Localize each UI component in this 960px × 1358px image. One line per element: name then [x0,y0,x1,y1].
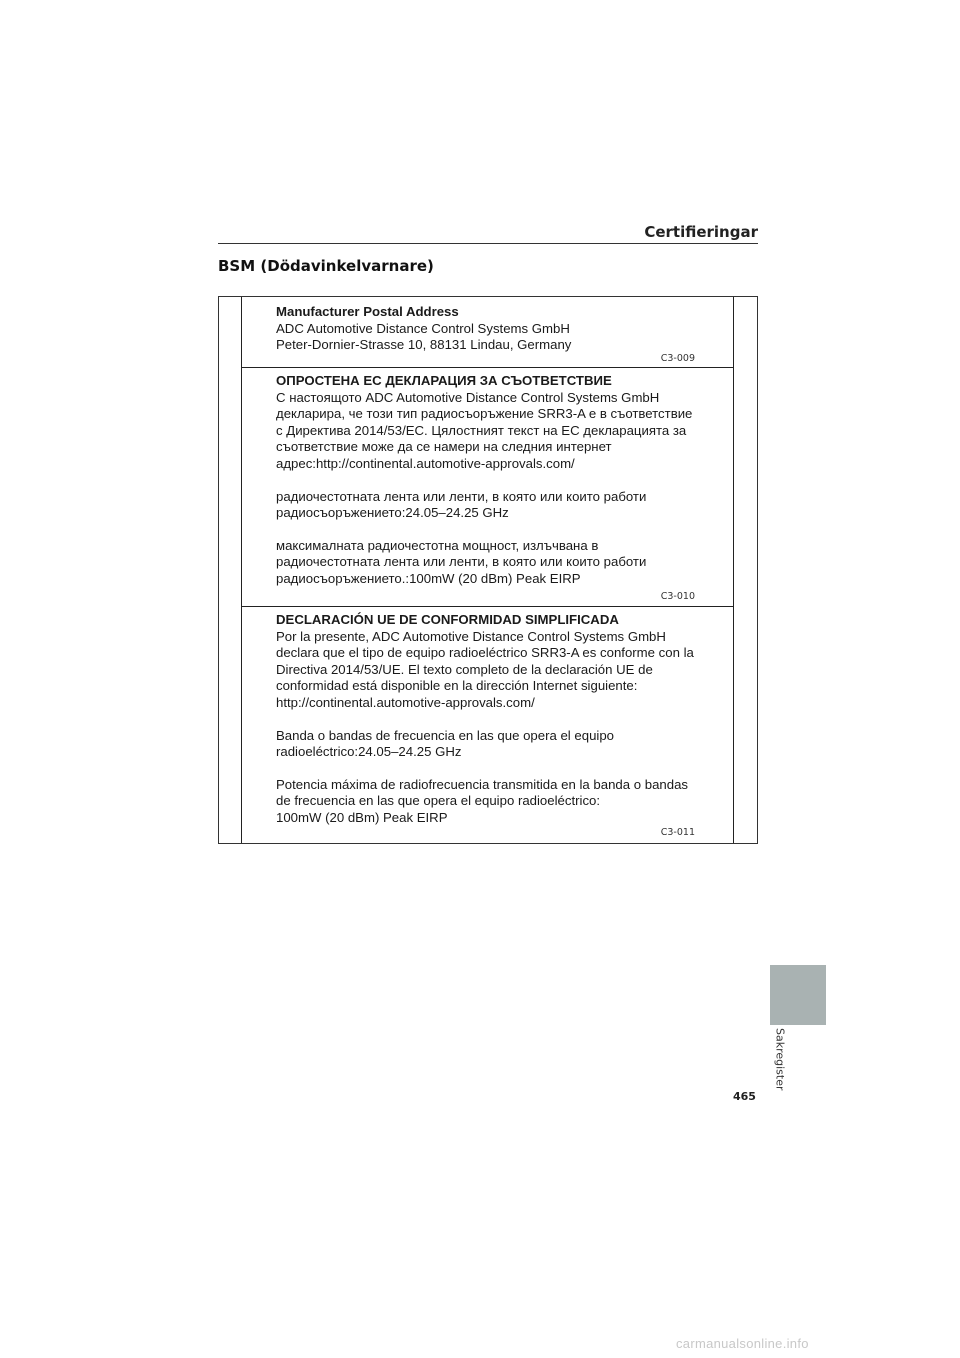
header-divider [218,243,758,244]
block-heading: ОПРОСТЕНА ЕС ДЕКЛАРАЦИЯ ЗА СЪОТВЕТСТВИЕ [276,373,612,388]
text-line: 100mW (20 dBm) Peak EIRP [276,809,448,825]
text-line: Potencia máxima de radiofrecuencia transmitida en la banda o bandas [276,776,688,792]
certification-table [218,296,758,844]
spanish-declaration-block [242,606,733,844]
text-line: Por la presente, ADC Automotive Distance Control Systems GmbH [276,628,666,644]
text-line: адрес:http://continental.automotive-approvals.com/ [276,455,575,471]
text-line: максималната радиочестотна мощност, излъчвана в [276,537,599,553]
text-line: декларира, че този тип радиосъоръжение SRR3-A е в съответствие [276,406,693,422]
bulgarian-declaration-block [242,367,733,607]
text-line: conformidad está disponible en la dirección Internet siguiente: [276,678,638,694]
text-line: радиочестотната лента или ленти, в която или които работи [276,488,647,504]
text-line: de frecuencia en las que opera el equipo radioeléctrico: [276,793,601,809]
side-label-text: Sakregister [773,1028,787,1091]
reference-code: C3-011 [660,827,695,838]
index-side-tab[interactable] [770,965,826,1025]
index-side-label [765,1028,795,1092]
text-line: радиосъоръжението.:100mW (20 dBm) Peak EIRP [276,570,581,586]
reference-code: C3-009 [660,353,695,364]
text-line: съответствие може да се намери на следния интернет [276,439,612,455]
text-line: Directiva 2014/53/UE. El texto completo de la declaración UE de [276,661,653,677]
table-border-left-outer [218,297,219,843]
text-line: радиочестотната лента или ленти, в която или които работи [276,554,647,570]
text-line: С настоящото ADC Automotive Distance Control Systems GmbH [276,389,660,405]
section-title: Certifieringar [644,223,758,241]
bulgarian-declaration-text [276,373,713,588]
reference-code: C3-010 [660,591,695,602]
table-border-right-inner [733,297,734,843]
watermark: carmanualsonline.info [676,1336,809,1351]
page-number: 465 [733,1090,756,1103]
block-heading: DECLARACIÓN UE DE CONFORMIDAD SIMPLIFICADA [276,612,619,627]
table-border-right-outer [757,297,758,843]
table-content [242,297,733,843]
text-line: http://continental.automotive-approvals.com/ [276,694,535,710]
text-line: radioeléctrico:24.05–24.25 GHz [276,744,462,760]
manufacturer-address-text [276,304,713,354]
manufacturer-address-block [242,297,733,367]
text-line: Banda o bandas de frecuencia en las que opera el equipo [276,727,615,743]
text-line: declara que el tipo de equipo radioeléctrico SRR3-A es conforme con la [276,645,694,661]
block-heading: Manufacturer Postal Address [276,304,459,319]
text-line: Peter-Dornier-Strasse 10, 88131 Lindau, Germany [276,337,572,353]
text-line: с Директива 2014/53/ЕС. Цялостният текст на ЕС декларацията за [276,422,687,438]
text-line: радиосъоръжението:24.05–24.25 GHz [276,505,509,521]
text-line: ADC Automotive Distance Control Systems GmbH [276,320,570,336]
spanish-declaration-text [276,612,713,827]
page-heading: BSM (Dödavinkelvarnare) [218,257,434,275]
